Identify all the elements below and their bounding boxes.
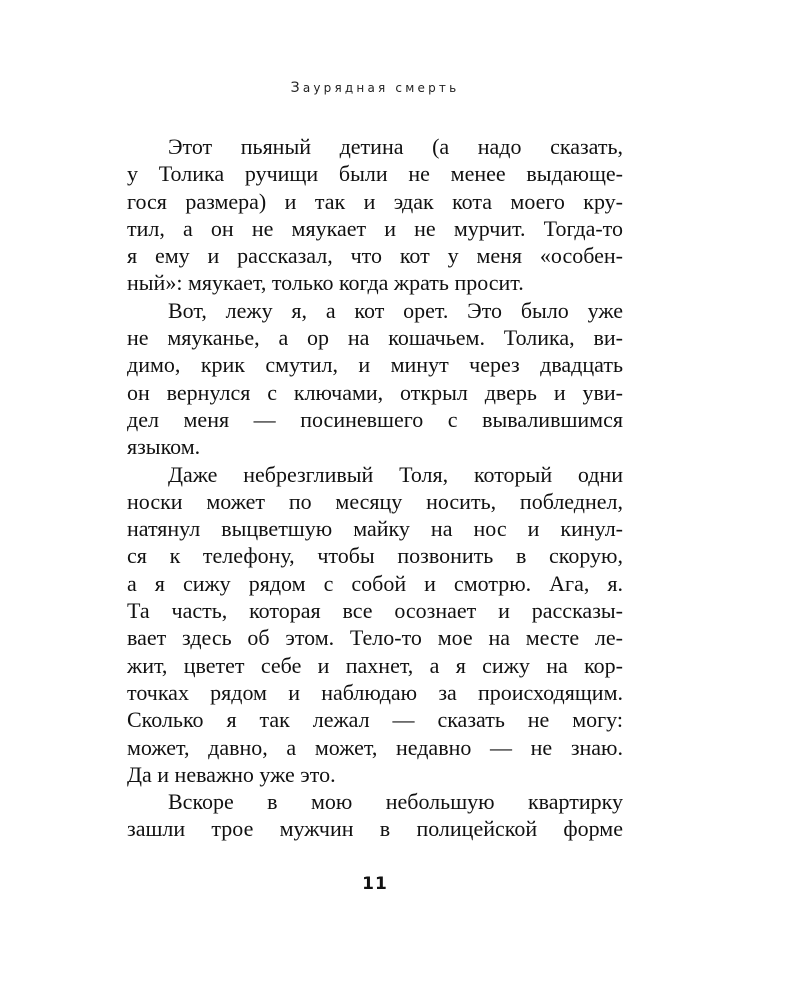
text-line: ся к телефону, чтобы позвонить в скорую, <box>127 543 623 569</box>
body-text <box>127 133 623 843</box>
text-line: димо, крик смутил, и минут через двадцать <box>127 352 623 378</box>
text-line: не мяуканье, а ор на кошачьем. Толика, ви- <box>127 325 623 351</box>
text-line: у Толика ручищи были не менее выдающе- <box>127 161 623 187</box>
text-line: может, давно, а может, недавно — не знаю. <box>127 734 623 760</box>
text-line: Этот пьяный детина (а надо сказать, <box>168 134 623 159</box>
text-line: ный»: мяукает, только когда жрать просит. <box>127 270 524 296</box>
text-line: языком. <box>127 434 201 460</box>
text-line: зашли трое мужчин в полицейской форме <box>127 816 623 842</box>
text-line: Сколько я так лежал — сказать не могу: <box>127 707 623 733</box>
paragraph-2 <box>127 297 623 461</box>
text-line: Да и неважно уже это. <box>127 761 336 787</box>
running-header-initial: З <box>290 80 303 96</box>
text-line: гося размера) и так и эдак кота моего кру- <box>127 188 623 214</box>
text-line: натянул выцветшую майку на нос и кинул- <box>127 516 623 542</box>
text-line: а я сижу рядом с собой и смотрю. Ага, я. <box>127 570 623 596</box>
text-line: я ему и рассказал, что кот у меня «особен- <box>127 243 623 269</box>
text-line: Вскоре в мою небольшую квартирку <box>168 789 623 815</box>
text-line: дел меня — посиневшего с вывалившимся <box>127 406 623 432</box>
text-line: Даже небрезгливый Толя, который одни <box>168 461 623 487</box>
paragraph-3 <box>127 461 623 789</box>
running-header-title: аурядная смерть <box>302 81 460 95</box>
text-line: тил, а он не мяукает и не мурчит. Тогда-то <box>127 215 623 241</box>
text-line: точках рядом и наблюдаю за происходящим. <box>127 679 623 705</box>
paragraph-1 <box>127 133 623 297</box>
text-line: он вернулся с ключами, открыл дверь и уви- <box>127 379 623 405</box>
text-line: вает здесь об этом. Тело-то мое на месте ле- <box>127 625 623 651</box>
text-line: носки может по месяцу носить, побледнел, <box>127 488 623 514</box>
text-line: жит, цветет себе и пахнет, а я сижу на кор- <box>127 652 623 678</box>
text-line: Та часть, которая все осознает и рассказы- <box>127 598 623 624</box>
running-header <box>0 80 750 96</box>
page-number: 11 <box>362 874 388 894</box>
paragraph-4 <box>127 788 623 843</box>
text-line: Вот, лежу я, а кот орет. Это было уже <box>168 297 623 323</box>
